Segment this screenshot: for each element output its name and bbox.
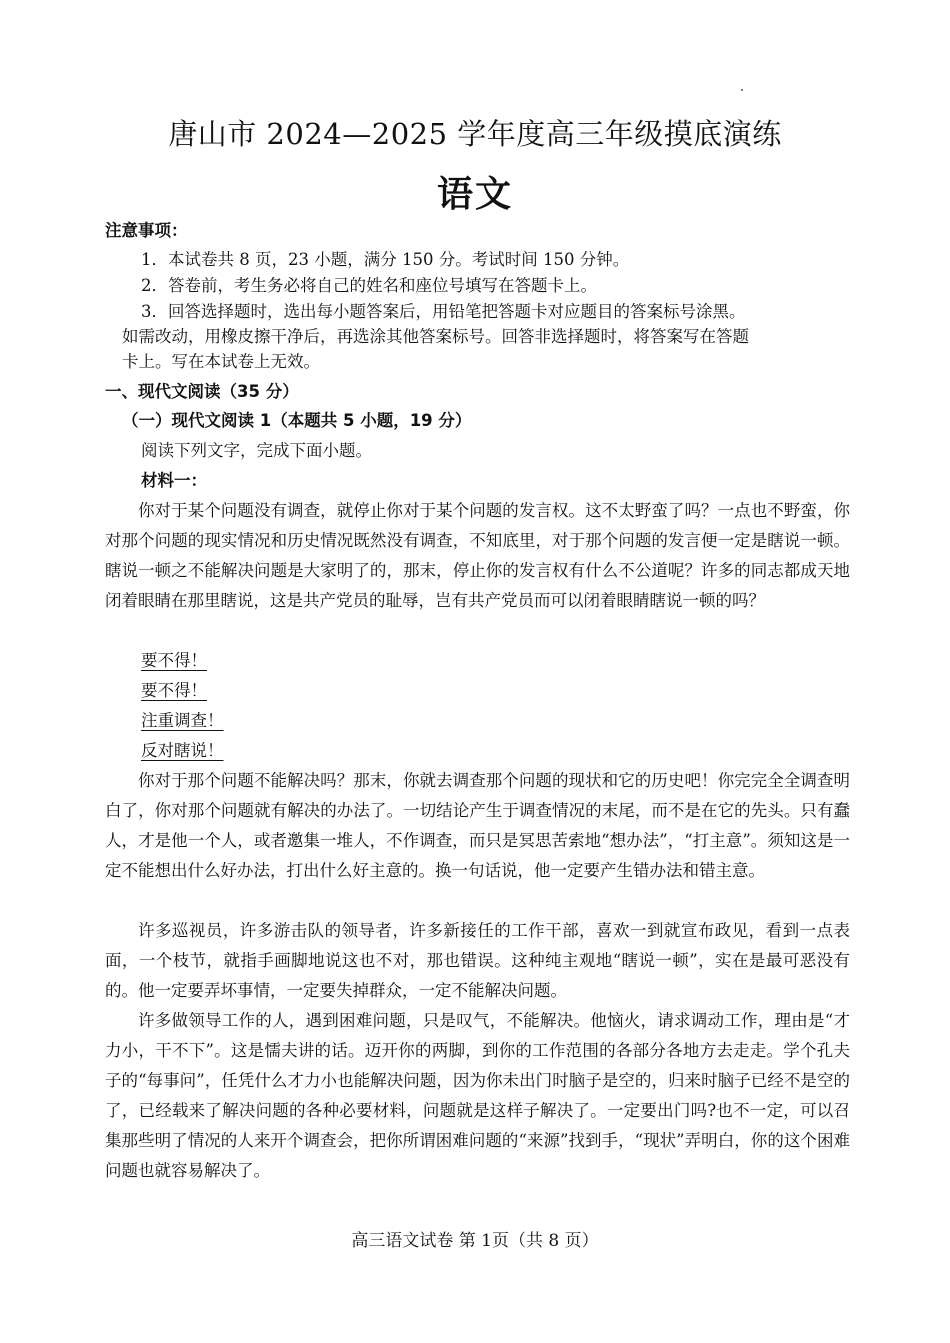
exam-title: 唐山市 2024—2025 学年度高三年级摸底演练: [168, 117, 782, 151]
notice-item-3-line-1: 3．回答选择题时，选出每小题答案后，用铅笔把答题卡对应题目的答案标号涂黑。: [141, 302, 746, 321]
section-subtitle: （一）现代文阅读 1（本题共 5 小题，19 分）: [122, 411, 472, 430]
notice-heading: 注意事项：: [105, 221, 188, 240]
body-paragraph-4: 许多做领导工作的人，遇到困难问题，只是叹气，不能解决。他恼火，请求调动工作，理由是“才力小，干不下”。这是懦夫讲的话。迈开你的两脚，到你的工作范围的各部分各地方去走走。学个孔夫子的“每事问”，任凭什么才力小也能解决问题，因为你未出门时脑子是空的，归来时脑子已经不是空的了，已经载来了解决问题的各种必要材料，问题就是这样子解决了。一定要出门吗?也不一定，可以召集那些明了情况的人来开个调查会，把你所谓困难问题的“来源”找到手，“现状”弄明白，你的这个困难问题也就容易解决了。: [105, 1011, 850, 1180]
slogan-1: 要不得！: [141, 651, 207, 670]
notice-item-3-line-2: 如需改动，用橡皮擦干净后，再选涂其他答案标号。回答非选择题时，将答案写在答题: [122, 327, 749, 346]
notice-item-1: 1．本试卷共 8 页，23 小题，满分 150 分。考试时间 150 分钟。: [141, 250, 630, 269]
material-label: 材料一：: [141, 471, 207, 490]
slogan-4: 反对瞎说！: [141, 741, 224, 760]
slogan-2: 要不得！: [141, 681, 207, 700]
notice-item-2: 2．答卷前，考生务必将自己的姓名和座位号填写在答题卡上。: [141, 276, 597, 295]
slogan-3: 注重调查！: [141, 711, 224, 730]
body-paragraph-2: 你对于那个问题不能解决吗？那末，你就去调查那个问题的现状和它的历史吧！你完完全全调查明白了，你对那个问题就有解决的办法了。一切结论产生于调查情况的末尾，而不是在它的先头。只有蠢人，才是他一个人，或者邀集一堆人，不作调查，而只是冥思苦索地“想办法”，“打主意”。须知这是一定不能想出什么好办法，打出什么好主意的。换一句话说，他一定要产生错办法和错主意。: [105, 771, 850, 880]
scan-dot: [741, 89, 743, 91]
body-paragraph-1: 你对于某个问题没有调查，就停止你对于某个问题的发言权。这不太野蛮了吗？一点也不野蛮，你对那个问题的现实情况和历史情况既然没有调查，不知底里，对于那个问题的发言便一定是瞎说一顿。瞎说一顿之不能解决问题是大家明了的，那末，停止你的发言权有什么不公道呢？许多的同志都成天地闭着眼睛在那里瞎说，这是共产党员的耻辱，岂有共产党员而可以闭着眼睛瞎说一顿的吗？: [105, 501, 850, 610]
body-paragraph-3: 许多巡视员，许多游击队的领导者，许多新接任的工作干部，喜欢一到就宣布政见，看到一点表面，一个枝节，就指手画脚地说这也不对，那也错误。这种纯主观地“瞎说一顿”，实在是最可恶没有的。他一定要弄坏事情，一定要失掉群众，一定不能解决问题。: [105, 921, 850, 1000]
subject-title: 语文: [436, 174, 513, 215]
reading-instruction: 阅读下列文字，完成下面小题。: [141, 441, 372, 460]
page-footer: 高三语文试卷 第 1页（共 8 页）: [351, 1231, 599, 1251]
notice-item-3-line-3: 卡上。写在本试卷上无效。: [122, 352, 320, 371]
section-title: 一、现代文阅读（35 分）: [105, 382, 299, 401]
